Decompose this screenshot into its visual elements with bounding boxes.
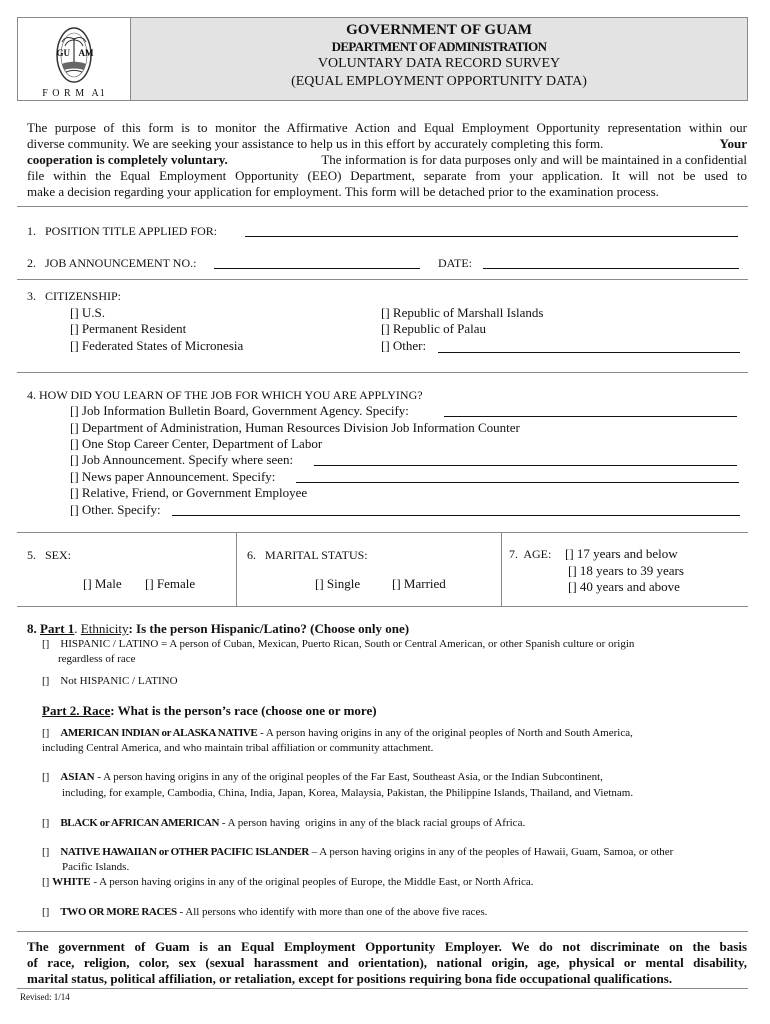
race-two-or-more[interactable] xyxy=(42,905,487,919)
race-label: ASIAN xyxy=(60,771,95,783)
divider xyxy=(17,206,748,207)
citizenship-palau[interactable]: [] Republic of Palau xyxy=(381,321,487,336)
source-job-announcement[interactable]: [] Job Announcement. Specify where seen: xyxy=(70,452,294,467)
hispanic-option[interactable]: [] HISPANIC / LATINO = A person of Cuban, Mexican, Puerto Rican, South or Central American, or other Spanish culture or origin xyxy=(42,638,635,650)
header-title-4: (EQUAL EMPLOYMENT OPPORTUNITY DATA) xyxy=(291,74,587,89)
race-label: TWO OR MORE RACES xyxy=(60,906,177,918)
job-announcement-field[interactable] xyxy=(214,268,420,269)
vertical-divider xyxy=(236,532,237,606)
q7-label: 7. AGE: xyxy=(509,547,552,561)
race-description: - A person having origins in any of the original peoples of the Far East, Southeast Asia, or the Indian Subcontinent, xyxy=(94,771,603,783)
citizenship-rmi[interactable]: [] Republic of Marshall Islands xyxy=(381,305,544,320)
checkbox[interactable]: [] xyxy=(42,906,50,918)
sex-female[interactable]: [] Female xyxy=(145,576,196,591)
source-relative[interactable]: [] Relative, Friend, or Government Employee xyxy=(70,485,308,500)
q8-part2-question: : What is the person’s race (choose one or more) xyxy=(110,703,377,718)
q6-label: 6. MARITAL STATUS: xyxy=(247,548,368,562)
revised-date: Revised: 1/14 xyxy=(20,992,70,1002)
citizenship-permanent-resident[interactable]: [] Permanent Resident xyxy=(70,321,187,336)
q8-part2-heading xyxy=(42,703,377,719)
race-label: NATIVE HAWAIIAN or OTHER PACIFIC ISLANDER xyxy=(60,846,309,858)
race-native-hawaiian-cont: Pacific Islands. xyxy=(62,861,130,873)
q8-number: 8. xyxy=(27,621,37,636)
header-title-2: DEPARTMENT OF ADMINISTRATION xyxy=(331,39,547,54)
newspaper-specify-field[interactable] xyxy=(296,482,739,483)
purpose-line-1: The purpose of this form is to monitor the Affirmative Action and Equal Employment Opportunity representation within our xyxy=(27,120,747,135)
purpose-line-2-bold: Your xyxy=(719,136,747,151)
bulletin-board-specify-field[interactable] xyxy=(444,416,737,417)
q8-part2-label: Part 2. Race xyxy=(42,703,111,718)
race-label: WHITE xyxy=(52,876,91,888)
q4-label: 4. HOW DID YOU LEARN OF THE JOB FOR WHICH YOU ARE APPLYING? xyxy=(27,388,423,402)
marital-married[interactable]: [] Married xyxy=(392,576,446,591)
race-white[interactable] xyxy=(42,875,534,889)
q3-label: 3. CITIZENSHIP: xyxy=(27,289,121,303)
announcement-specify-field[interactable] xyxy=(314,465,737,466)
sex-male[interactable]: [] Male xyxy=(83,576,122,591)
race-asian-cont: including, for example, Cambodia, China, India, Japan, Korea, Malaysia, Pakistan, the Philippine Islands, Thailand, and Vietnam. xyxy=(62,787,634,799)
seal-text: GU AM xyxy=(56,48,94,58)
race-label: BLACK or AFRICAN AMERICAN xyxy=(60,817,220,829)
position-title-field[interactable] xyxy=(245,236,738,237)
q8-part1-heading: 8. Part 1. Ethnicity: Is the person Hispanic/Latino? (Choose only one) xyxy=(27,621,410,636)
q2-label: 2. JOB ANNOUNCEMENT NO.: xyxy=(27,256,197,270)
race-asian[interactable] xyxy=(42,770,603,784)
vertical-divider xyxy=(501,532,502,606)
race-label: AMERICAN INDIAN or ALASKA NATIVE xyxy=(60,727,258,739)
header-title-1: GOVERNMENT OF GUAM xyxy=(346,22,532,38)
citizenship-fsm[interactable]: [] Federated States of Micronesia xyxy=(70,338,244,353)
age-17-below[interactable]: [] 17 years and below xyxy=(565,546,678,561)
other-specify-field[interactable] xyxy=(172,515,740,516)
hispanic-option-cont: regardless of race xyxy=(58,653,136,665)
divider xyxy=(17,279,748,280)
race-description: - A person having origins in any of the original peoples of North and South America, xyxy=(257,727,633,739)
checkbox[interactable]: [] xyxy=(42,846,50,858)
purpose-paragraph xyxy=(27,120,747,200)
q5-label: 5. SEX: xyxy=(27,548,72,562)
purpose-line-3: The information is for data purposes only and will be maintained in a confidential xyxy=(321,152,747,167)
source-one-stop[interactable]: [] One Stop Career Center, Department of Labor xyxy=(70,436,323,451)
not-hispanic-option[interactable]: [] Not HISPANIC / LATINO xyxy=(42,675,178,687)
q8-part1-question: : Is the person Hispanic/Latino? (Choose only one) xyxy=(128,621,410,636)
purpose-line-2: diverse community. We are seeking your assistance to help us in this effort by accurately completing this form. xyxy=(27,136,604,151)
divider xyxy=(17,606,748,607)
race-native-hawaiian[interactable] xyxy=(42,845,673,859)
divider xyxy=(17,372,748,373)
citizenship-us[interactable]: [] U.S. xyxy=(70,305,106,320)
header-title-3: VOLUNTARY DATA RECORD SURVEY xyxy=(317,56,561,71)
purpose-line-3-bold: cooperation is completely voluntary. xyxy=(27,152,228,167)
eeo-line-3: marital status, political affiliation, or retaliation, except for positions requiring bona fide occupational qualifications. xyxy=(27,971,673,986)
source-bulletin-board[interactable]: [] Job Information Bulletin Board, Government Agency. Specify: xyxy=(70,403,409,418)
checkbox[interactable]: [] xyxy=(42,727,50,739)
age-40-above[interactable]: [] 40 years and above xyxy=(568,579,680,594)
citizenship-other-field[interactable] xyxy=(438,352,740,353)
eeo-statement xyxy=(27,939,747,987)
checkbox[interactable]: [] xyxy=(42,876,50,888)
source-newspaper[interactable]: [] News paper Announcement. Specify: xyxy=(70,469,276,484)
divider xyxy=(17,988,748,989)
checkbox[interactable]: [] xyxy=(42,817,50,829)
q8-part1-label: Part 1 xyxy=(40,621,75,636)
form-id: F O R M A1 xyxy=(42,88,106,99)
q8-ethnicity-label: Ethnicity xyxy=(80,621,129,636)
divider xyxy=(17,532,748,533)
race-american-indian-cont: including Central America, and who maintain tribal affiliation or community attachment. xyxy=(42,742,434,754)
source-other[interactable]: [] Other. Specify: xyxy=(70,502,161,517)
eeo-line-1: The government of Guam is an Equal Employment Opportunity Employer. We do not discriminate on the basis xyxy=(27,939,747,954)
race-american-indian[interactable] xyxy=(42,726,633,740)
race-description: - A person having origins in any of the original peoples of Europe, the Middle East, or North Africa. xyxy=(90,876,534,888)
race-description: – A person having origins in any of the peoples of Hawaii, Guam, Samoa, or other xyxy=(308,846,674,858)
divider xyxy=(17,931,748,932)
purpose-line-4: file within the Equal Employment Opportunity (EEO) Department, separate from your application. It will not be used to xyxy=(27,168,747,183)
race-description: - A person having origins in any of the black racial groups of Africa. xyxy=(219,817,526,829)
date-field[interactable] xyxy=(483,268,739,269)
citizenship-other[interactable]: [] Other: xyxy=(381,338,427,353)
q1-label: 1. POSITION TITLE APPLIED FOR: xyxy=(27,224,218,238)
form-id-box xyxy=(17,17,131,101)
source-doa-counter[interactable]: [] Department of Administration, Human Resources Division Job Information Counter xyxy=(70,420,520,435)
q2-date-label: DATE: xyxy=(438,256,472,270)
eeo-line-2: of race, religion, color, sex (sexual harassment and orientation), national origin, age, physical or mental disability, xyxy=(27,955,747,970)
age-18-39[interactable]: [] 18 years to 39 years xyxy=(568,563,684,578)
race-black[interactable] xyxy=(42,816,525,830)
marital-single[interactable]: [] Single xyxy=(315,576,361,591)
header-title-box xyxy=(130,17,748,101)
purpose-line-5: make a decision regarding your application for employment. This form will be detached prior to the examination process. xyxy=(27,184,659,199)
checkbox[interactable]: [] xyxy=(42,771,50,783)
race-description: - All persons who identify with more than one of the above five races. xyxy=(176,906,488,918)
